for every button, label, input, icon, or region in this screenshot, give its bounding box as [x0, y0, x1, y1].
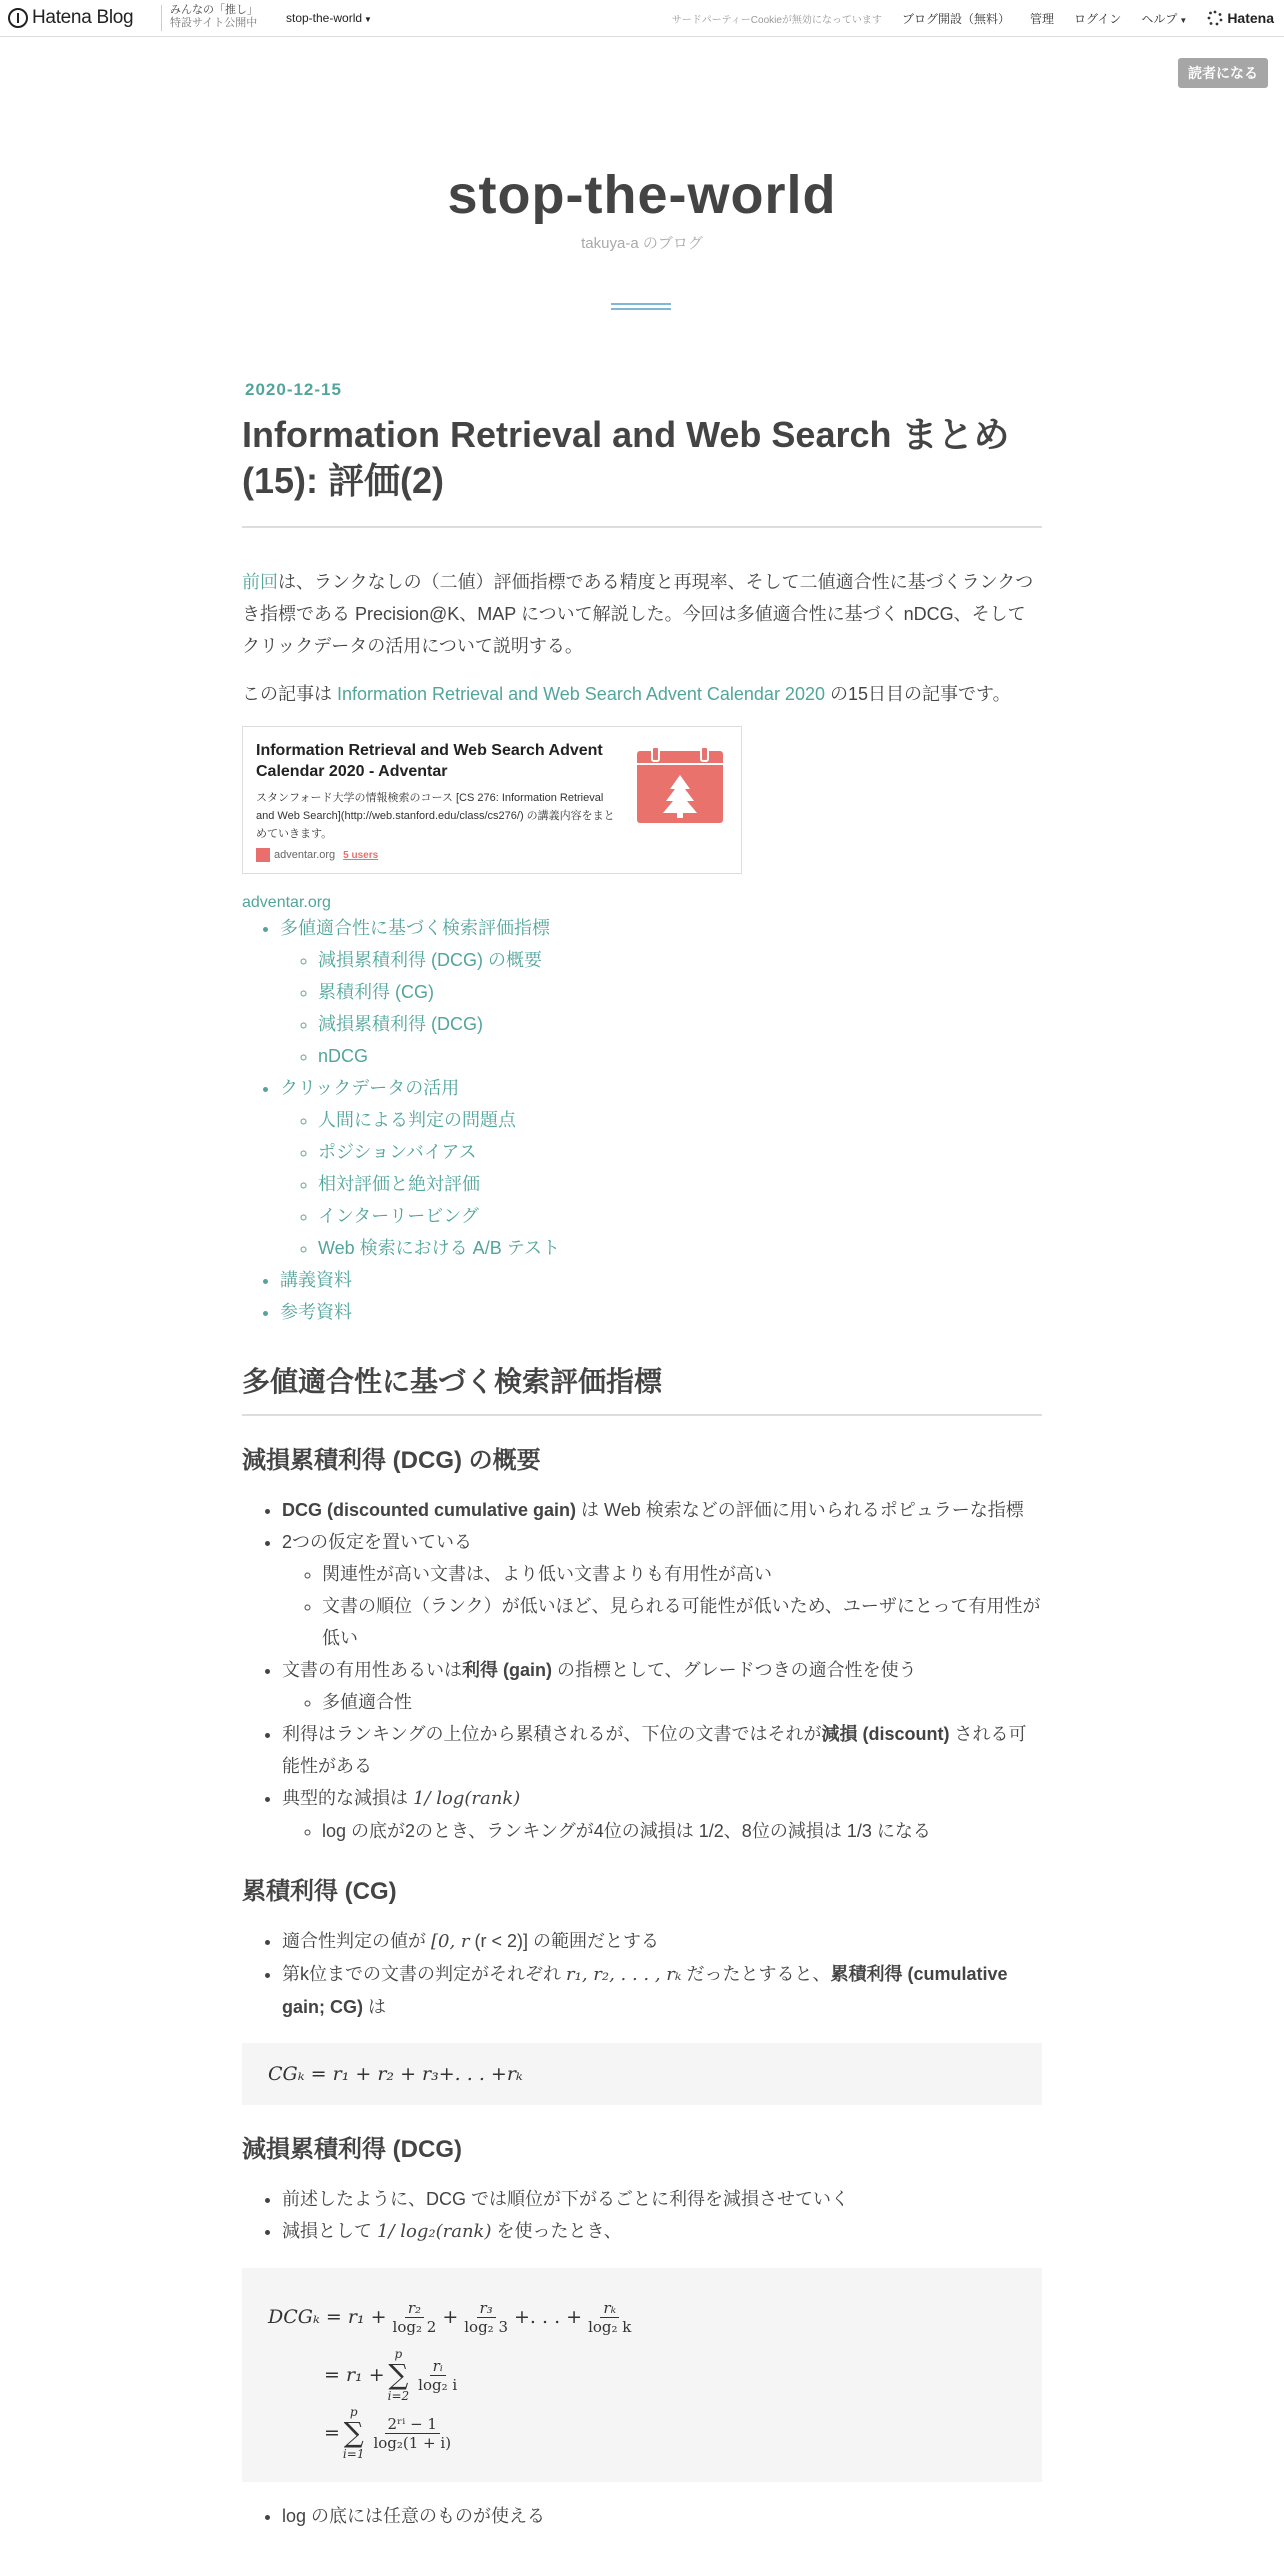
- toc-link[interactable]: ポジションバイアス: [318, 1142, 477, 1162]
- inline-math: r₁, r₂, . . . , rₖ: [566, 1964, 682, 1985]
- calendar-tree-icon: [637, 751, 723, 823]
- title-decoration: [611, 303, 671, 313]
- header-divider: [161, 5, 162, 31]
- hatena-brand-link[interactable]: [1207, 10, 1274, 26]
- fraction: [585, 2299, 634, 2336]
- global-header: [0, 0, 1284, 37]
- fraction-denominator: log₂(1 + i): [373, 2433, 452, 2452]
- list-text: は Web 検索などの評価に用いられるポピュラーな指標: [576, 1500, 1024, 1520]
- fraction-numerator: r₂: [405, 2299, 424, 2318]
- article-date[interactable]: 2020-12-15: [245, 380, 342, 399]
- promo-line-2: 特設サイト公開中: [170, 17, 258, 29]
- menu-help-label: ヘルプ: [1141, 11, 1178, 26]
- hatena-brand-text: Hatena: [1227, 10, 1274, 26]
- toc-link[interactable]: 多値適合性に基づく検索評価指標: [280, 918, 550, 938]
- list-subitem: ◦ 関連性が高い文書は、より低い文書よりも有用性が高い: [322, 1558, 1042, 1590]
- toc-item[interactable]: [280, 1296, 1042, 1328]
- fraction-numerator: rᵢ: [430, 2357, 446, 2376]
- formula-lhs: = r₁ +: [324, 2364, 385, 2386]
- menu-admin[interactable]: 管理: [1029, 11, 1054, 26]
- list-item: [282, 1654, 1042, 1718]
- article: [242, 380, 1042, 2532]
- toc-link[interactable]: インターリービング: [318, 1206, 479, 1226]
- blog-description: takuya-a のブログ: [581, 235, 703, 252]
- toc-link[interactable]: 累積利得 (CG): [318, 982, 434, 1002]
- list-text: 適合性判定の値が: [282, 1931, 432, 1951]
- list-text: の指標として、グレードつきの適合性を使う: [552, 1660, 917, 1680]
- list-text: 利得はランキングの上位から累積されるが、下位の文書ではそれが: [282, 1724, 822, 1744]
- toc-link[interactable]: 人間による判定の問題点: [318, 1110, 516, 1130]
- cg-list: [242, 1925, 1042, 2023]
- list-item: [282, 1718, 1042, 1782]
- advent-calendar-link[interactable]: Information Retrieval and Web Search Advent Calendar 2020: [337, 684, 825, 704]
- intro-text: は、ランクなしの（二値）評価指標である精度と再現率、そして二値適合性に基づくランクつき指標である Precision@K、MAP について解説した。今回は多値適合性に基づく nDCG、そしてクリックデータの活用について説明する。: [242, 572, 1034, 656]
- bold-term: 利得 (gain): [462, 1660, 552, 1680]
- cg-formula-block: [242, 2043, 1042, 2105]
- subsection-heading: 累積利得 (CG): [242, 1878, 397, 1905]
- fraction: [415, 2357, 460, 2394]
- toc-link[interactable]: 講義資料: [280, 1270, 352, 1290]
- list-item: [282, 1526, 1042, 1654]
- fraction: [461, 2299, 511, 2336]
- list-item: [282, 1782, 1042, 1847]
- adventar-favicon-icon: [256, 848, 270, 862]
- formula-lhs: DCGₖ = r₁ +: [268, 2306, 387, 2328]
- toc-subitem[interactable]: [318, 1168, 1042, 1200]
- bold-term: DCG (discounted cumulative gain): [282, 1500, 577, 1520]
- bold-term: 累積利得 (cumulative gain; CG): [282, 1964, 1008, 2017]
- toc-link[interactable]: Web 検索における A/B テスト: [318, 1238, 560, 1258]
- article-title[interactable]: Information Retrieval and Web Search まとめ(15): 評価(2): [242, 412, 1042, 528]
- cookie-notice: サードパーティーCookieが無効になっています: [671, 14, 882, 26]
- formula-ellipsis: +. . . +: [514, 2306, 583, 2328]
- dcg-formula-line-2: [268, 2346, 1016, 2404]
- list-item: • log の底には任意のものが使える: [282, 2500, 1042, 2532]
- cg-formula: CGₖ = r₁ + r₂ + r₃+. . . +rₖ: [268, 2063, 523, 2085]
- fraction: [370, 2415, 454, 2452]
- dcg-formula-line-3: [268, 2404, 1016, 2462]
- list-text: 第k位までの文書の判定がそれぞれ: [282, 1964, 566, 1984]
- hatena-dots-icon: [1207, 10, 1223, 26]
- inline-math: [0, r: [431, 1931, 470, 1952]
- toc-link[interactable]: 減損累積利得 (DCG) の概要: [318, 950, 542, 970]
- list-subitem: ◦ 多値適合性: [322, 1686, 1042, 1718]
- list-text: (r < 2)] の範囲だとする: [469, 1931, 660, 1951]
- list-item: [282, 2215, 1042, 2248]
- toc-item[interactable]: [280, 912, 1042, 1072]
- toc-subitem[interactable]: [318, 976, 1042, 1008]
- toc-subitem[interactable]: [318, 1008, 1042, 1040]
- toc-link[interactable]: クリックデータの活用: [280, 1078, 460, 1098]
- advent-suffix: の15日目の記事です。: [824, 684, 1011, 704]
- fraction-denominator: log₂ k: [588, 2317, 632, 2336]
- chevron-down-icon: ▼: [1179, 15, 1188, 25]
- card-description: スタンフォード大学の情報検索のコース [CS 276: Information Retrieval and Web Search](http://web.stanford.edu/class/cs276/) の講義内容をまとめていきます。: [256, 792, 615, 840]
- menu-login[interactable]: ログイン: [1073, 11, 1122, 26]
- blog-title[interactable]: stop-the-world: [447, 165, 837, 225]
- toc-subitem[interactable]: [318, 1232, 1042, 1264]
- fraction-numerator: r₃: [477, 2299, 496, 2318]
- table-of-contents: [242, 912, 1042, 1328]
- toc-link[interactable]: 相対評価と絶対評価: [318, 1174, 480, 1194]
- list-text: は: [363, 1997, 387, 2017]
- list-item: [282, 1494, 1042, 1526]
- header-right-menu: [652, 0, 1274, 36]
- list-text: される可能性がある: [282, 1724, 1027, 1776]
- toc-subitem[interactable]: [318, 1104, 1042, 1136]
- intro-paragraph: [242, 566, 1042, 662]
- fraction-denominator: log₂ 3: [464, 2317, 508, 2336]
- blog-selector-label: stop-the-world: [286, 11, 363, 25]
- list-subitem: ◦ log の底が2のとき、ランキングが4位の減損は 1/2、8位の減損は 1/3 になる: [322, 1815, 1042, 1847]
- card-footer: [256, 848, 378, 862]
- blog-selector[interactable]: [286, 11, 372, 25]
- source-link[interactable]: adventar.org: [242, 894, 331, 911]
- fraction-denominator: log₂ 2: [392, 2317, 437, 2336]
- advent-prefix: この記事は: [242, 684, 338, 704]
- advent-paragraph: [242, 678, 1042, 710]
- bold-term: 減損 (discount): [821, 1724, 950, 1744]
- summation: p ∑ i=2: [387, 2347, 410, 2403]
- dcg-list: [242, 2183, 1042, 2248]
- toc-link[interactable]: nDCG: [318, 1046, 369, 1066]
- list-text: 2つの仮定を置いている: [282, 1532, 473, 1552]
- embed-card[interactable]: [242, 726, 742, 874]
- card-domain: adventar.org: [274, 849, 336, 861]
- fraction-denominator: log₂ i: [418, 2375, 458, 2394]
- promo-link[interactable]: [170, 4, 258, 30]
- list-text: だったとすると、: [681, 1964, 831, 1984]
- toc-item[interactable]: [280, 1072, 1042, 1264]
- dcg-formula-line-1: DCGₖ = r₁ + $\frac{\text{r₂}}{\text{log₂ 2}}$ + $\frac{\text{r₃}}{\text{log₂ 3}}$ +. . . + $\frac{\text{rₖ}}{\text{log₂ k}}$: [268, 2288, 1016, 2346]
- toc-item[interactable]: [280, 1264, 1042, 1296]
- subscribe-button[interactable]: 読者になる: [1178, 58, 1268, 88]
- fraction: [390, 2299, 440, 2336]
- section-heading: 多値適合性に基づく検索評価指標: [242, 1366, 1042, 1416]
- list-text: 文書の有用性あるいは: [282, 1660, 462, 1680]
- dcg-overview-list: [242, 1494, 1042, 1847]
- list-text: 減損として: [282, 2221, 378, 2241]
- toc-link[interactable]: 減損累積利得 (DCG): [318, 1014, 483, 1034]
- dcg-formula-block: [242, 2268, 1042, 2482]
- previous-article-link[interactable]: 前回: [242, 572, 278, 592]
- toc-subitem[interactable]: [318, 1136, 1042, 1168]
- toc-subitem[interactable]: [318, 944, 1042, 976]
- sum-lower: i=2: [387, 2389, 410, 2403]
- formula-lhs: =: [324, 2422, 340, 2444]
- card-bookmark-users[interactable]: 5 users: [343, 849, 379, 861]
- chevron-down-icon: ▼: [364, 15, 372, 24]
- toc-link[interactable]: 参考資料: [280, 1302, 352, 1322]
- promo-line-1: みんなの「推し」: [170, 4, 258, 16]
- sum-upper: p: [349, 2405, 358, 2419]
- list-text: 典型的な減損は: [282, 1788, 414, 1808]
- toc-subitem[interactable]: [318, 1040, 1042, 1072]
- hatena-blog-logo[interactable]: [8, 7, 133, 29]
- list-subitem: ◦ 文書の順位（ランク）が低いほど、見られる可能性が低いため、ユーザにとって有用性が低い: [322, 1590, 1042, 1654]
- fraction-numerator: 2ʳⁱ − 1: [385, 2415, 440, 2434]
- list-item: [282, 1925, 1042, 1958]
- logo-text: Hatena Blog: [32, 7, 134, 28]
- subsection-heading: 減損累積利得 (DCG) の概要: [242, 1447, 541, 1474]
- sum-lower: i=1: [342, 2447, 365, 2461]
- summation: p ∑ i=1: [342, 2405, 365, 2461]
- list-text: を使ったとき、: [491, 2221, 622, 2241]
- menu-open-blog[interactable]: ブログ開設（無料）: [901, 11, 1010, 26]
- dcg-note-list: [242, 2500, 1042, 2532]
- fraction-numerator: rₖ: [600, 2299, 619, 2318]
- toc-subitem[interactable]: [318, 1200, 1042, 1232]
- subsection-heading: 減損累積利得 (DCG): [242, 2136, 462, 2163]
- source-link-wrap: [242, 894, 1042, 912]
- card-title[interactable]: Information Retrieval and Web Search Advent Calendar 2020 - Adventar: [256, 742, 603, 780]
- menu-help[interactable]: [1141, 10, 1187, 27]
- inline-math: 1/ log(rank): [413, 1788, 521, 1809]
- hatena-logo-icon: [8, 8, 28, 28]
- list-item: • 前述したように、DCG では順位が下がるごとに利得を減損させていく: [282, 2183, 1042, 2215]
- sum-upper: p: [394, 2347, 403, 2361]
- inline-math: 1/ log₂(rank): [377, 2221, 492, 2242]
- list-item: [282, 1958, 1042, 2023]
